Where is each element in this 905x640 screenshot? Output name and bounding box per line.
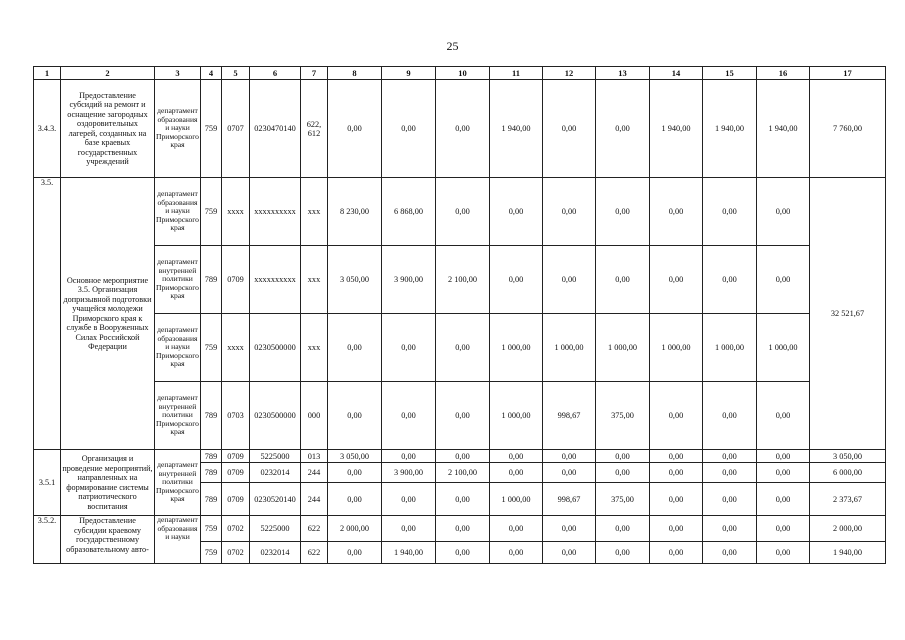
csr-cell: 5225000 bbox=[250, 450, 301, 463]
table-row bbox=[34, 246, 886, 314]
vr-cell: xxx bbox=[301, 246, 328, 314]
header-cell: 12 bbox=[543, 67, 596, 80]
value-cell: 0,00 bbox=[328, 382, 382, 450]
total-cell: 6 000,00 bbox=[810, 463, 886, 483]
value-cell: 0,00 bbox=[596, 450, 650, 463]
value-cell: 0,00 bbox=[436, 382, 490, 450]
value-cell: 1 000,00 bbox=[757, 314, 810, 382]
grbs-cell: 759 bbox=[201, 542, 222, 564]
value-cell: 0,00 bbox=[757, 542, 810, 564]
value-cell: 0,00 bbox=[436, 80, 490, 178]
department-cell: департамент внутренней политики Приморского края bbox=[155, 246, 201, 314]
value-cell: 0,00 bbox=[596, 463, 650, 483]
value-cell: 0,00 bbox=[490, 542, 543, 564]
rzpr-cell: xxxx bbox=[222, 314, 250, 382]
value-cell: 0,00 bbox=[543, 450, 596, 463]
header-cell: 13 bbox=[596, 67, 650, 80]
row-number: 3.5.1 bbox=[34, 450, 61, 516]
value-cell: 0,00 bbox=[382, 516, 436, 542]
grbs-cell: 759 bbox=[201, 80, 222, 178]
value-cell: 0,00 bbox=[436, 178, 490, 246]
value-cell: 0,00 bbox=[382, 314, 436, 382]
rzpr-cell: 0709 bbox=[222, 246, 250, 314]
value-cell: 0,00 bbox=[436, 314, 490, 382]
value-cell: 2 000,00 bbox=[328, 516, 382, 542]
value-cell: 1 940,00 bbox=[703, 80, 757, 178]
value-cell: 0,00 bbox=[543, 463, 596, 483]
value-cell: 0,00 bbox=[650, 483, 703, 516]
rzpr-cell: 0702 bbox=[222, 516, 250, 542]
value-cell: 0,00 bbox=[596, 516, 650, 542]
value-cell: 0,00 bbox=[757, 382, 810, 450]
value-cell: 0,00 bbox=[328, 463, 382, 483]
header-cell: 1 bbox=[34, 67, 61, 80]
value-cell: 1 940,00 bbox=[490, 80, 543, 178]
total-cell: 2 000,00 bbox=[810, 516, 886, 542]
grbs-cell: 759 bbox=[201, 314, 222, 382]
value-cell: 998,67 bbox=[543, 382, 596, 450]
value-cell: 0,00 bbox=[490, 463, 543, 483]
department-cell: департамент образования и науки Приморского края bbox=[155, 178, 201, 246]
rzpr-cell: 0709 bbox=[222, 483, 250, 516]
value-cell: 1 000,00 bbox=[543, 314, 596, 382]
row-number: 3.5. bbox=[34, 178, 61, 450]
vr-cell: 622 bbox=[301, 542, 328, 564]
header-cell: 10 bbox=[436, 67, 490, 80]
value-cell: 0,00 bbox=[436, 542, 490, 564]
value-cell: 0,00 bbox=[382, 80, 436, 178]
value-cell: 0,00 bbox=[328, 314, 382, 382]
value-cell: 0,00 bbox=[703, 463, 757, 483]
value-cell: 0,00 bbox=[703, 382, 757, 450]
value-cell: 0,00 bbox=[757, 178, 810, 246]
grbs-cell: 789 bbox=[201, 450, 222, 463]
row-description: Организация и проведение мероприятий, направленных на формирование системы патриотического воспитания bbox=[61, 450, 155, 516]
csr-cell: 0230520140 bbox=[250, 483, 301, 516]
csr-cell: 0232014 bbox=[250, 463, 301, 483]
value-cell: 0,00 bbox=[382, 483, 436, 516]
value-cell: 0,00 bbox=[328, 483, 382, 516]
department-cell: департамент внутренней политики Приморского края bbox=[155, 450, 201, 516]
rzpr-cell: xxxx bbox=[222, 178, 250, 246]
value-cell: 0,00 bbox=[543, 80, 596, 178]
value-cell: 0,00 bbox=[757, 463, 810, 483]
department-cell: департамент внутренней политики Приморского края bbox=[155, 382, 201, 450]
value-cell: 0,00 bbox=[650, 246, 703, 314]
value-cell: 1 000,00 bbox=[703, 314, 757, 382]
vr-cell: 000 bbox=[301, 382, 328, 450]
value-cell: 0,00 bbox=[703, 178, 757, 246]
csr-cell: 0230500000 bbox=[250, 314, 301, 382]
grbs-cell: 759 bbox=[201, 516, 222, 542]
value-cell: 2 100,00 bbox=[436, 463, 490, 483]
csr-cell: xxxxxxxxxx bbox=[250, 178, 301, 246]
value-cell: 0,00 bbox=[328, 80, 382, 178]
row-description: Основное мероприятие 3.5. Организация допризывной подготовки учащейся молодежи Приморского края к службе в Вооруженных Силах Российской Федерации bbox=[61, 178, 155, 450]
grbs-cell: 789 bbox=[201, 246, 222, 314]
value-cell: 1 000,00 bbox=[596, 314, 650, 382]
value-cell: 0,00 bbox=[757, 516, 810, 542]
csr-cell: 0230500000 bbox=[250, 382, 301, 450]
value-cell: 0,00 bbox=[650, 516, 703, 542]
vr-cell: 244 bbox=[301, 463, 328, 483]
header-row bbox=[34, 67, 886, 80]
department-cell: департамент образования и науки Приморского края bbox=[155, 314, 201, 382]
row-description: Предоставление субсидии краевому государственному образовательному авто- bbox=[61, 516, 155, 564]
csr-cell: xxxxxxxxxx bbox=[250, 246, 301, 314]
value-cell: 0,00 bbox=[757, 246, 810, 314]
value-cell: 8 230,00 bbox=[328, 178, 382, 246]
value-cell: 1 000,00 bbox=[490, 382, 543, 450]
value-cell: 0,00 bbox=[543, 178, 596, 246]
value-cell: 0,00 bbox=[436, 516, 490, 542]
value-cell: 375,00 bbox=[596, 483, 650, 516]
vr-cell: 622, 612 bbox=[301, 80, 328, 178]
vr-cell: 622 bbox=[301, 516, 328, 542]
value-cell: 0,00 bbox=[703, 450, 757, 463]
csr-cell: 0232014 bbox=[250, 542, 301, 564]
value-cell: 0,00 bbox=[490, 178, 543, 246]
value-cell: 0,00 bbox=[596, 80, 650, 178]
value-cell: 6 868,00 bbox=[382, 178, 436, 246]
value-cell: 0,00 bbox=[703, 246, 757, 314]
value-cell: 0,00 bbox=[650, 178, 703, 246]
header-cell: 14 bbox=[650, 67, 703, 80]
value-cell: 0,00 bbox=[650, 463, 703, 483]
vr-cell: xxx bbox=[301, 178, 328, 246]
budget-table bbox=[33, 66, 886, 564]
total-cell: 7 760,00 bbox=[810, 80, 886, 178]
rzpr-cell: 0709 bbox=[222, 450, 250, 463]
value-cell: 0,00 bbox=[490, 516, 543, 542]
row-description: Предоставление субсидий на ремонт и оснащение загородных оздоровительных лагерей, созданных на базе краевых государственных учреждений bbox=[61, 80, 155, 178]
grbs-cell: 789 bbox=[201, 463, 222, 483]
value-cell: 0,00 bbox=[543, 516, 596, 542]
vr-cell: 244 bbox=[301, 483, 328, 516]
table-row bbox=[34, 450, 886, 463]
value-cell: 0,00 bbox=[490, 450, 543, 463]
value-cell: 0,00 bbox=[703, 516, 757, 542]
value-cell: 1 940,00 bbox=[382, 542, 436, 564]
value-cell: 2 100,00 bbox=[436, 246, 490, 314]
value-cell: 0,00 bbox=[382, 450, 436, 463]
value-cell: 0,00 bbox=[596, 178, 650, 246]
vr-cell: 013 bbox=[301, 450, 328, 463]
value-cell: 1 000,00 bbox=[650, 314, 703, 382]
value-cell: 0,00 bbox=[703, 483, 757, 516]
value-cell: 375,00 bbox=[596, 382, 650, 450]
value-cell: 0,00 bbox=[596, 542, 650, 564]
value-cell: 0,00 bbox=[650, 382, 703, 450]
value-cell: 0,00 bbox=[650, 450, 703, 463]
department-cell: департамент образования и науки Приморского края bbox=[155, 80, 201, 178]
value-cell: 0,00 bbox=[490, 246, 543, 314]
total-cell: 3 050,00 bbox=[810, 450, 886, 463]
total-cell: 2 373,67 bbox=[810, 483, 886, 516]
header-cell: 8 bbox=[328, 67, 382, 80]
value-cell: 0,00 bbox=[436, 483, 490, 516]
header-cell: 16 bbox=[757, 67, 810, 80]
value-cell: 3 900,00 bbox=[382, 463, 436, 483]
value-cell: 0,00 bbox=[757, 483, 810, 516]
csr-cell: 5225000 bbox=[250, 516, 301, 542]
value-cell: 0,00 bbox=[596, 246, 650, 314]
value-cell: 0,00 bbox=[703, 542, 757, 564]
header-cell: 7 bbox=[301, 67, 328, 80]
header-cell: 15 bbox=[703, 67, 757, 80]
row-number: 3.5.2. bbox=[34, 516, 61, 564]
header-cell: 5 bbox=[222, 67, 250, 80]
grbs-cell: 789 bbox=[201, 483, 222, 516]
header-cell: 9 bbox=[382, 67, 436, 80]
rzpr-cell: 0703 bbox=[222, 382, 250, 450]
value-cell: 0,00 bbox=[650, 542, 703, 564]
value-cell: 3 900,00 bbox=[382, 246, 436, 314]
header-cell: 11 bbox=[490, 67, 543, 80]
total-cell: 32 521,67 bbox=[810, 178, 886, 450]
value-cell: 0,00 bbox=[382, 382, 436, 450]
value-cell: 1 000,00 bbox=[490, 483, 543, 516]
value-cell: 998,67 bbox=[543, 483, 596, 516]
table-row bbox=[34, 516, 886, 542]
grbs-cell: 759 bbox=[201, 178, 222, 246]
value-cell: 1 940,00 bbox=[757, 80, 810, 178]
value-cell: 3 050,00 bbox=[328, 450, 382, 463]
total-cell: 1 940,00 bbox=[810, 542, 886, 564]
page-number: 25 bbox=[446, 39, 459, 53]
value-cell: 0,00 bbox=[757, 450, 810, 463]
csr-cell: 0230470140 bbox=[250, 80, 301, 178]
value-cell: 0,00 bbox=[328, 542, 382, 564]
header-cell: 2 bbox=[61, 67, 155, 80]
value-cell: 3 050,00 bbox=[328, 246, 382, 314]
table-row bbox=[34, 80, 886, 178]
header-cell: 17 bbox=[810, 67, 886, 80]
vr-cell: xxx bbox=[301, 314, 328, 382]
value-cell: 1 000,00 bbox=[490, 314, 543, 382]
rzpr-cell: 0702 bbox=[222, 542, 250, 564]
table-row bbox=[34, 382, 886, 450]
rzpr-cell: 0707 bbox=[222, 80, 250, 178]
value-cell: 0,00 bbox=[543, 542, 596, 564]
value-cell: 0,00 bbox=[436, 450, 490, 463]
rzpr-cell: 0709 bbox=[222, 463, 250, 483]
department-cell: департамент образования и науки bbox=[155, 516, 201, 564]
row-number: 3.4.3. bbox=[34, 80, 61, 178]
value-cell: 0,00 bbox=[543, 246, 596, 314]
grbs-cell: 789 bbox=[201, 382, 222, 450]
value-cell: 1 940,00 bbox=[650, 80, 703, 178]
header-cell: 6 bbox=[250, 67, 301, 80]
header-cell: 3 bbox=[155, 67, 201, 80]
header-cell: 4 bbox=[201, 67, 222, 80]
table-row bbox=[34, 178, 886, 246]
table-row bbox=[34, 314, 886, 382]
